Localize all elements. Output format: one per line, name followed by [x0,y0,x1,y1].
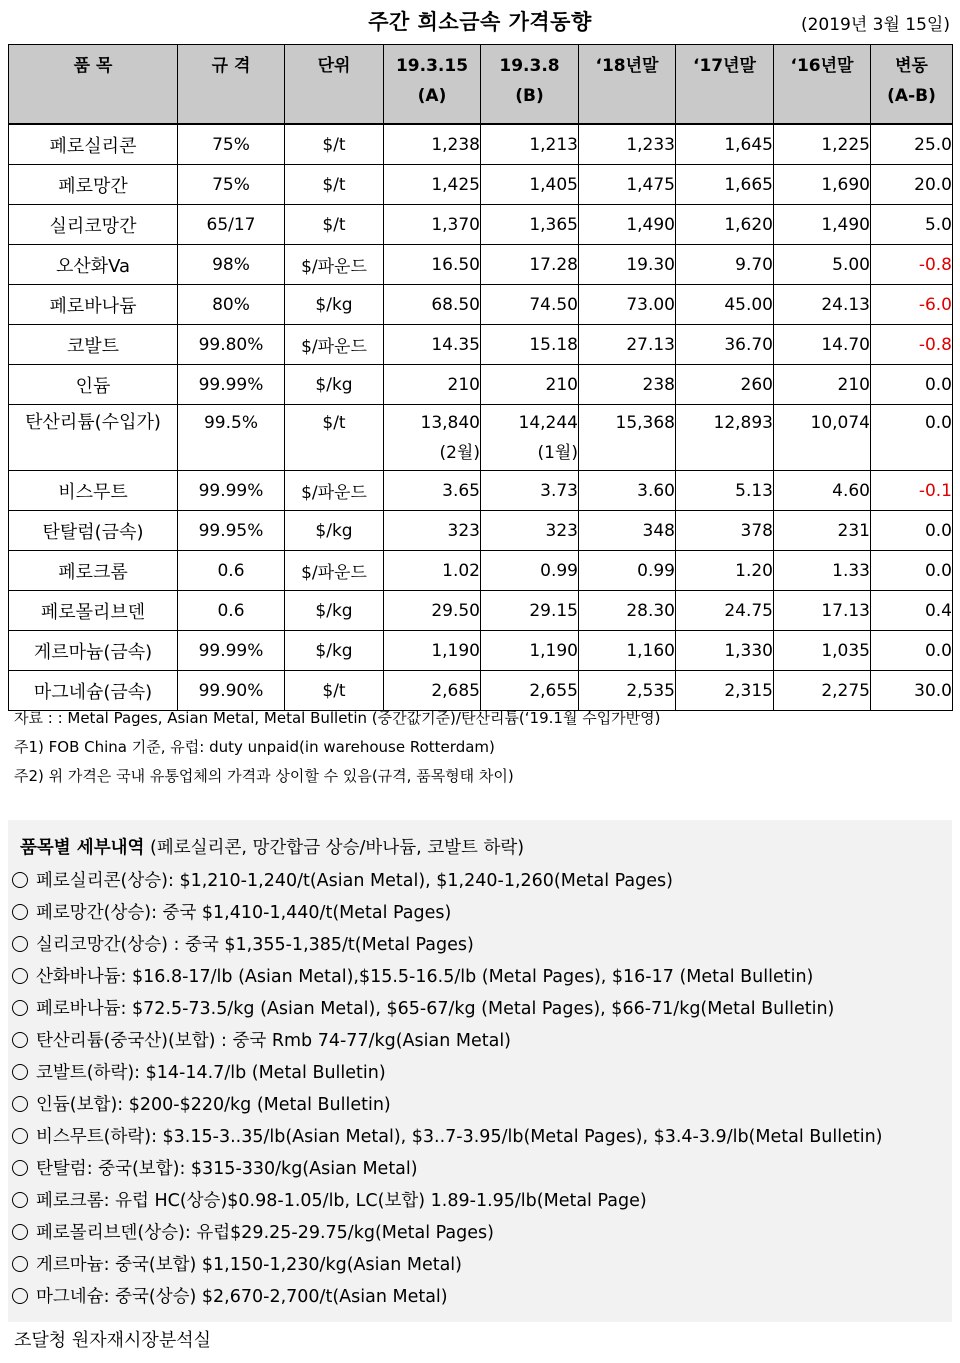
list-item-text: 게르마늄: 중국(보합) $1,150-1,230/kg(Asian Metal) [36,1255,462,1275]
list-item [12,1153,883,1185]
item-spec: 75% [178,124,285,165]
item-unit: $/kg [285,591,384,631]
price-previous: 14,244 (1월) [481,405,579,471]
circle-bullet-icon [12,872,28,888]
list-item [12,865,883,897]
price-2016: 17.13 [774,591,871,631]
price-change: 0.0 [871,631,953,671]
list-item-text: 페로몰리브덴(상승): 유럽$29.25-29.75/kg(Metal Pages) [36,1223,494,1243]
item-unit: $/파운드 [285,325,384,365]
price-2018: 1,475 [579,165,676,205]
price-2018: 0.99 [579,551,676,591]
price-2017: 24.75 [676,591,774,631]
price-2017: 1,330 [676,631,774,671]
col-2018: ‘18년말 [579,45,676,125]
source-note: 자료 : : Metal Pages, Asian Metal, Metal Bulletin (중간값기준)/탄산리튬(‘19.1월 수입가반영) [14,709,661,727]
detail-list [12,865,883,1313]
table-row [9,165,953,205]
table-row [9,405,953,471]
table-row [9,551,953,591]
detail-summary: (페로실리콘, 망간합금 상승/바나듐, 코발트 하락) [150,838,525,858]
footnote-1: 주1) FOB China 기준, 유럽: duty unpaid(in warehouse Rotterdam) [14,738,495,756]
price-2017: 9.70 [676,245,774,285]
item-unit: $/파운드 [285,471,384,511]
price-previous: 74.50 [481,285,579,325]
circle-bullet-icon [12,1032,28,1048]
price-2016: 2,275 [774,671,871,711]
table-row [9,365,953,405]
item-unit: $/kg [285,511,384,551]
item-spec: 99.99% [178,365,285,405]
table-row [9,124,953,165]
circle-bullet-icon [12,1160,28,1176]
list-item [12,1025,883,1057]
price-previous: 1,213 [481,124,579,165]
item-name: 탄탈럼(금속) [9,511,178,551]
price-current: 14.35 [384,325,481,365]
price-2017: 378 [676,511,774,551]
price-2017: 36.70 [676,325,774,365]
price-2017: 260 [676,365,774,405]
item-unit: $/t [285,205,384,245]
price-2018: 73.00 [579,285,676,325]
price-2017: 1,620 [676,205,774,245]
price-2018: 19.30 [579,245,676,285]
list-item [12,1089,883,1121]
table-row [9,591,953,631]
table-row [9,245,953,285]
list-item [12,1057,883,1089]
price-2018: 238 [579,365,676,405]
price-change: 30.0 [871,671,953,711]
price-change: 0.4 [871,591,953,631]
list-item-text: 탄산리튬(중국산)(보합) : 중국 Rmb 74-77/kg(Asian Metal) [36,1031,512,1051]
price-current: 210 [384,365,481,405]
notes [14,704,661,791]
list-item-text: 페로실리콘(상승): $1,210-1,240/t(Asian Metal), $1,240-1,260(Metal Pages) [36,871,673,891]
price-change: 0.0 [871,365,953,405]
col-spec: 규 격 [178,45,285,125]
price-previous: 3.73 [481,471,579,511]
item-unit: $/t [285,405,384,471]
item-spec: 0.6 [178,551,285,591]
report-date: (2019년 3월 15일) [800,15,950,35]
price-change: 5.0 [871,205,953,245]
list-item-text: 코발트(하락): $14-14.7/lb (Metal Bulletin) [36,1063,386,1083]
price-2016: 210 [774,365,871,405]
list-item [12,1281,883,1313]
price-2016: 10,074 [774,405,871,471]
list-item [12,897,883,929]
item-spec: 99.99% [178,631,285,671]
price-2018: 27.13 [579,325,676,365]
table-row [9,631,953,671]
item-name: 페로바나듐 [9,285,178,325]
footer-org: 조달청 원자재시장분석실 [14,1330,211,1351]
price-current: 29.50 [384,591,481,631]
circle-bullet-icon [12,1256,28,1272]
price-change: 0.0 [871,511,953,551]
price-2018: 15,368 [579,405,676,471]
list-item [12,1217,883,1249]
price-change: -6.0 [871,285,953,325]
price-previous: 1,405 [481,165,579,205]
title-row [0,0,960,44]
item-spec: 99.99% [178,471,285,511]
price-previous: 29.15 [481,591,579,631]
price-2018: 1,160 [579,631,676,671]
item-spec: 99.90% [178,671,285,711]
item-spec: 98% [178,245,285,285]
price-current: 3.65 [384,471,481,511]
item-unit: $/파운드 [285,245,384,285]
price-change: 20.0 [871,165,953,205]
price-previous: 210 [481,365,579,405]
item-unit: $/kg [285,365,384,405]
detail-section [8,820,952,1322]
item-unit: $/파운드 [285,551,384,591]
item-name: 페로실리콘 [9,124,178,165]
price-2017: 1,645 [676,124,774,165]
price-2018: 1,233 [579,124,676,165]
circle-bullet-icon [12,968,28,984]
item-spec: 80% [178,285,285,325]
price-current: 1,370 [384,205,481,245]
item-unit: $/t [285,124,384,165]
col-item: 품 목 [9,45,178,125]
page-title: 주간 희소금속 가격동향 [368,10,592,34]
price-change: 0.0 [871,551,953,591]
table-row [9,205,953,245]
price-2016: 1.33 [774,551,871,591]
circle-bullet-icon [12,904,28,920]
price-previous: 17.28 [481,245,579,285]
price-current: 1,238 [384,124,481,165]
price-2016: 1,690 [774,165,871,205]
list-item-text: 마그네슘: 중국(상승) $2,670-2,700/t(Asian Metal) [36,1287,448,1307]
price-2017: 45.00 [676,285,774,325]
item-name: 비스무트 [9,471,178,511]
price-change: 25.0 [871,124,953,165]
list-item [12,993,883,1025]
circle-bullet-icon [12,1064,28,1080]
price-2017: 1,665 [676,165,774,205]
price-2018: 2,535 [579,671,676,711]
item-spec: 0.6 [178,591,285,631]
price-change: -0.8 [871,325,953,365]
circle-bullet-icon [12,1288,28,1304]
item-name: 오산화Va [9,245,178,285]
price-2018: 1,490 [579,205,676,245]
col-unit: 단위 [285,45,384,125]
col-2016: ‘16년말 [774,45,871,125]
table-row [9,285,953,325]
circle-bullet-icon [12,936,28,952]
price-previous: 1,365 [481,205,579,245]
item-name: 페로망간 [9,165,178,205]
price-2016: 1,490 [774,205,871,245]
list-item-text: 비스무트(하락): $3.15-3..35/lb(Asian Metal), $3..7-3.95/lb(Metal Pages), $3.4-3.9/lb(Metal Bulletin) [36,1127,883,1147]
list-item-text: 페로망간(상승): 중국 $1,410-1,440/t(Metal Pages) [36,903,452,923]
price-table [8,44,953,711]
detail-title: 품목별 세부내역 [20,838,145,858]
item-spec: 99.5% [178,405,285,471]
price-current: 68.50 [384,285,481,325]
item-name: 페로크롬 [9,551,178,591]
price-2016: 1,035 [774,631,871,671]
list-item [12,1249,883,1281]
list-item [12,1121,883,1153]
list-item-text: 페로크롬: 유럽 HC(상승)$0.98-1.05/lb, LC(보합) 1.89-1.95/lb(Metal Page) [36,1191,647,1211]
circle-bullet-icon [12,1224,28,1240]
price-current: 1.02 [384,551,481,591]
item-spec: 75% [178,165,285,205]
price-2017: 12,893 [676,405,774,471]
item-name: 마그네슘(금속) [9,671,178,711]
table-row [9,471,953,511]
footnote-2: 주2) 위 가격은 국내 유통업체의 가격과 상이할 수 있음(규격, 품목형태 차이) [14,767,514,785]
price-change: 0.0 [871,405,953,471]
list-item-text: 실리코망간(상승) : 중국 $1,355-1,385/t(Metal Pages) [36,935,474,955]
col-change: 변동 (A-B) [871,45,953,125]
price-current: 2,685 [384,671,481,711]
circle-bullet-icon [12,1192,28,1208]
price-current: 323 [384,511,481,551]
price-current: 1,190 [384,631,481,671]
table-row [9,511,953,551]
circle-bullet-icon [12,1000,28,1016]
item-name: 인듐 [9,365,178,405]
item-unit: $/t [285,671,384,711]
table-row [9,325,953,365]
price-current: 13,840 (2월) [384,405,481,471]
price-change: -0.8 [871,245,953,285]
item-name: 실리코망간 [9,205,178,245]
price-2018: 348 [579,511,676,551]
list-item [12,929,883,961]
item-spec: 99.80% [178,325,285,365]
list-item [12,1185,883,1217]
item-name: 탄산리튬(수입가) [9,405,178,471]
list-item-text: 산화바나듐: $16.8-17/lb (Asian Metal),$15.5-16.5/lb (Metal Pages), $16-17 (Metal Bulletin) [36,967,814,987]
col-2017: ‘17년말 [676,45,774,125]
list-item-text: 탄탈럼: 중국(보합): $315-330/kg(Asian Metal) [36,1159,418,1179]
circle-bullet-icon [12,1096,28,1112]
price-2016: 5.00 [774,245,871,285]
price-current: 16.50 [384,245,481,285]
price-previous: 323 [481,511,579,551]
list-item [12,961,883,993]
price-2018: 3.60 [579,471,676,511]
price-2016: 24.13 [774,285,871,325]
list-item-text: 인듐(보합): $200-$220/kg (Metal Bulletin) [36,1095,391,1115]
list-item-text: 페로바나듐: $72.5-73.5/kg (Asian Metal), $65-67/kg (Metal Pages), $66-71/kg(Metal Bulletin) [36,999,835,1019]
item-spec: 99.95% [178,511,285,551]
price-2017: 5.13 [676,471,774,511]
circle-bullet-icon [12,1128,28,1144]
item-name: 페로몰리브덴 [9,591,178,631]
item-unit: $/t [285,165,384,205]
price-2016: 4.60 [774,471,871,511]
item-spec: 65/17 [178,205,285,245]
item-name: 코발트 [9,325,178,365]
item-unit: $/kg [285,285,384,325]
price-previous: 1,190 [481,631,579,671]
col-current: 19.3.15 (A) [384,45,481,125]
col-previous: 19.3.8 (B) [481,45,579,125]
item-unit: $/kg [285,631,384,671]
price-2018: 28.30 [579,591,676,631]
price-2017: 1.20 [676,551,774,591]
table-header-row [9,45,953,125]
price-previous: 0.99 [481,551,579,591]
price-previous: 2,655 [481,671,579,711]
price-2016: 1,225 [774,124,871,165]
item-name: 게르마늄(금속) [9,631,178,671]
price-2016: 231 [774,511,871,551]
price-previous: 15.18 [481,325,579,365]
detail-heading [20,834,524,859]
price-current: 1,425 [384,165,481,205]
price-2017: 2,315 [676,671,774,711]
price-change: -0.1 [871,471,953,511]
price-2016: 14.70 [774,325,871,365]
